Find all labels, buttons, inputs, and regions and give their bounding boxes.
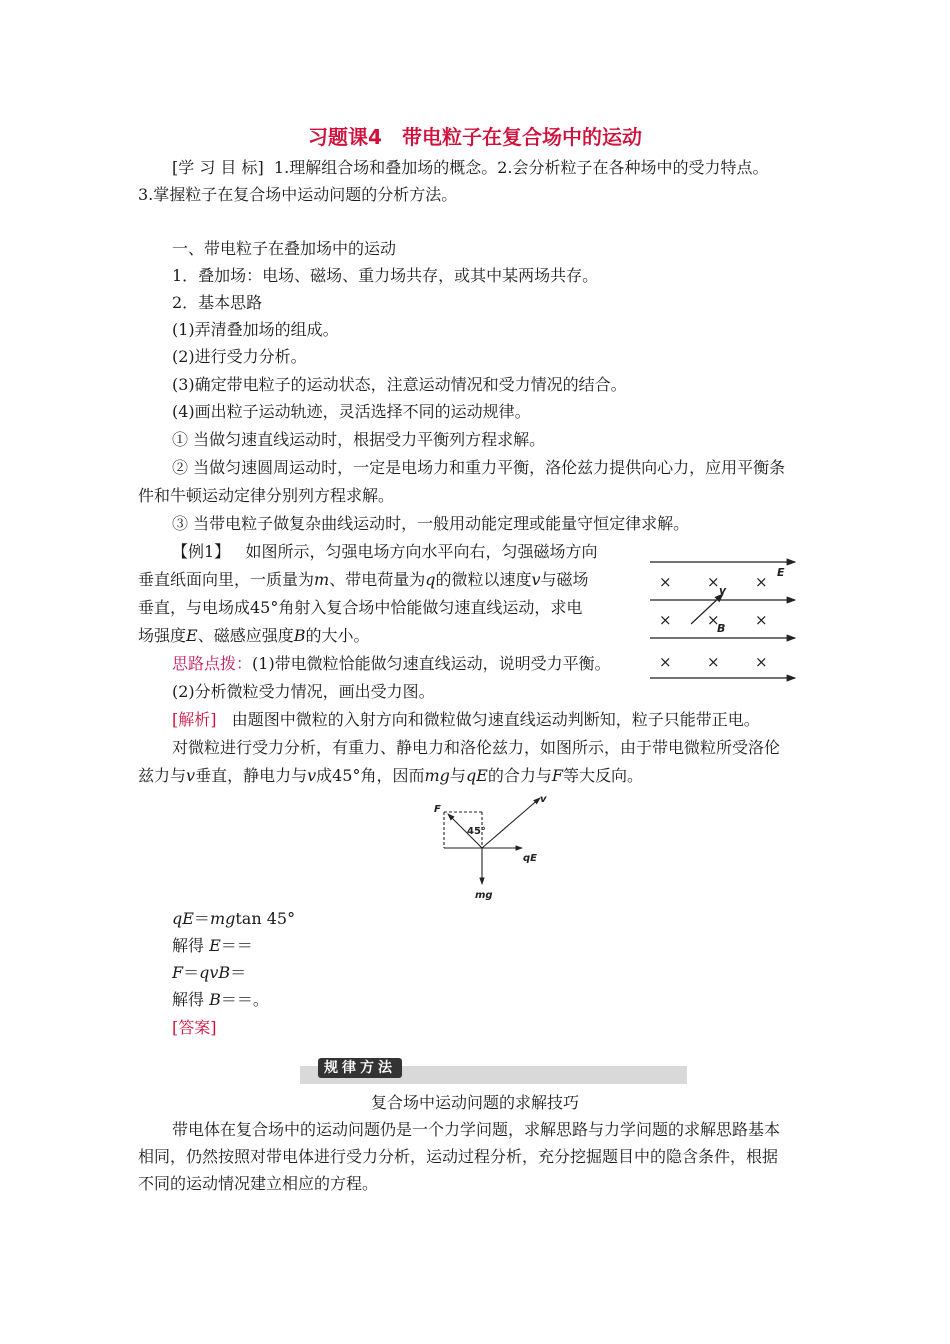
method-title: 复合场中运动问题的求解技巧: [370, 1093, 579, 1112]
section-heading: 一、带电粒子在叠加场中的运动: [172, 239, 397, 258]
equation: F＝qvB＝: [172, 963, 247, 982]
solution-line2: 对微粒进行受力分析，有重力、静电力和洛伦兹力，如图所示，由于带电微粒所受洛伦: [172, 738, 781, 757]
label-angle: 45°: [467, 826, 486, 837]
cross-mark: ×: [755, 611, 768, 629]
hint-line1: 思路点拨：(1)带电微粒恰能做匀速直线运动，说明受力平衡。: [172, 654, 611, 673]
example-line2: 垂直纸面向里，一质量为m、带电荷量为q的微粒以速度v与磁场: [138, 570, 589, 589]
objectives-line1: [学 习 目 标] 1.理解组合场和叠加场的概念。2.会分析粒子在各种场中的受力特点。: [172, 158, 769, 177]
label-F: F: [434, 804, 441, 815]
case-item-cont: 件和牛顿运动定律分别列方程求解。: [138, 486, 395, 505]
hint-label: 思路点拨：: [172, 654, 253, 673]
cross-mark: ×: [755, 573, 768, 591]
label-E: E: [777, 566, 785, 579]
paragraph: 2．基本思路: [172, 293, 263, 312]
force-diagram: [430, 790, 560, 902]
paragraph: 1．叠加场：电场、磁场、重力场共存，或其中某两场共存。: [172, 266, 599, 285]
cross-mark: ×: [707, 573, 720, 591]
case-item: ③ 当带电粒子做复杂曲线运动时，一般用动能定理或能量守恒定律求解。: [172, 514, 690, 533]
method-paragraph: 带电体在复合场中的运动问题仍是一个力学问题，求解思路与力学问题的求解思路基本: [172, 1120, 781, 1139]
hint-line2: (2)分析微粒受力情况，画出受力图。: [172, 682, 435, 701]
cross-mark: ×: [659, 573, 672, 591]
label-qE: qE: [523, 853, 537, 864]
method-banner-label: 规律方法: [318, 1058, 402, 1078]
cross-mark: ×: [707, 611, 720, 629]
step-item: (4)画出粒子运动轨迹，灵活选择不同的运动规律。: [172, 402, 531, 421]
step-item: (1)弄清叠加场的组成。: [172, 320, 339, 339]
example-line4: 场强度E、磁感应强度B的大小。: [138, 626, 370, 645]
objectives-line2: 3.掌握粒子在复合场中运动问题的分析方法。: [138, 185, 458, 204]
solution-line3: 兹力与v垂直，静电力与v成45°角，因而mg与qE的合力与F等大反向。: [138, 766, 643, 785]
velocity-vector: [482, 798, 540, 848]
cross-mark: ×: [659, 611, 672, 629]
case-item: ② 当做匀速圆周运动时，一定是电场力和重力平衡，洛伦兹力提供向心力，应用平衡条: [172, 458, 786, 477]
solution-label: [解析]: [172, 710, 217, 729]
method-paragraph: 不同的运动情况建立相应的方程。: [138, 1174, 379, 1193]
example-label: 【例1】: [172, 542, 231, 561]
example-line1: 【例1】 如图所示，匀强电场方向水平向右，匀强磁场方向: [172, 542, 598, 561]
example-line3: 垂直，与电场成45°角射入复合场中恰能做匀速直线运动，求电: [138, 598, 583, 617]
case-item: ① 当做匀速直线运动时，根据受力平衡列方程求解。: [172, 430, 546, 449]
method-paragraph: 相同，仍然按照对带电体进行受力分析，运动过程分析，充分挖掘题目中的隐含条件，根据: [138, 1147, 779, 1166]
step-item: (3)确定带电粒子的运动状态，注意运动情况和受力情况的结合。: [172, 375, 627, 394]
label-v: v: [540, 794, 547, 805]
label-v: v: [719, 584, 727, 597]
cross-mark: ×: [755, 653, 768, 671]
equation: 解得 E＝＝: [172, 936, 253, 955]
objectives-label: [学 习 目 标]: [172, 158, 264, 177]
solution-line1: [解析] 由题图中微粒的入射方向和微粒做匀速直线运动判断知，粒子只能带正电。: [172, 710, 760, 729]
field-diagram: [645, 552, 800, 687]
answer-label: [答案]: [172, 1018, 217, 1037]
equation: 解得 B＝＝。: [172, 990, 269, 1009]
label-mg: mg: [475, 890, 493, 901]
cross-mark: ×: [659, 653, 672, 671]
cross-mark: ×: [707, 653, 720, 671]
label-B: B: [717, 622, 726, 635]
page-title: 习题课4 带电粒子在复合场中的运动: [308, 125, 642, 149]
equation: qE＝mgtan 45°: [172, 909, 296, 928]
step-item: (2)进行受力分析。: [172, 347, 307, 366]
